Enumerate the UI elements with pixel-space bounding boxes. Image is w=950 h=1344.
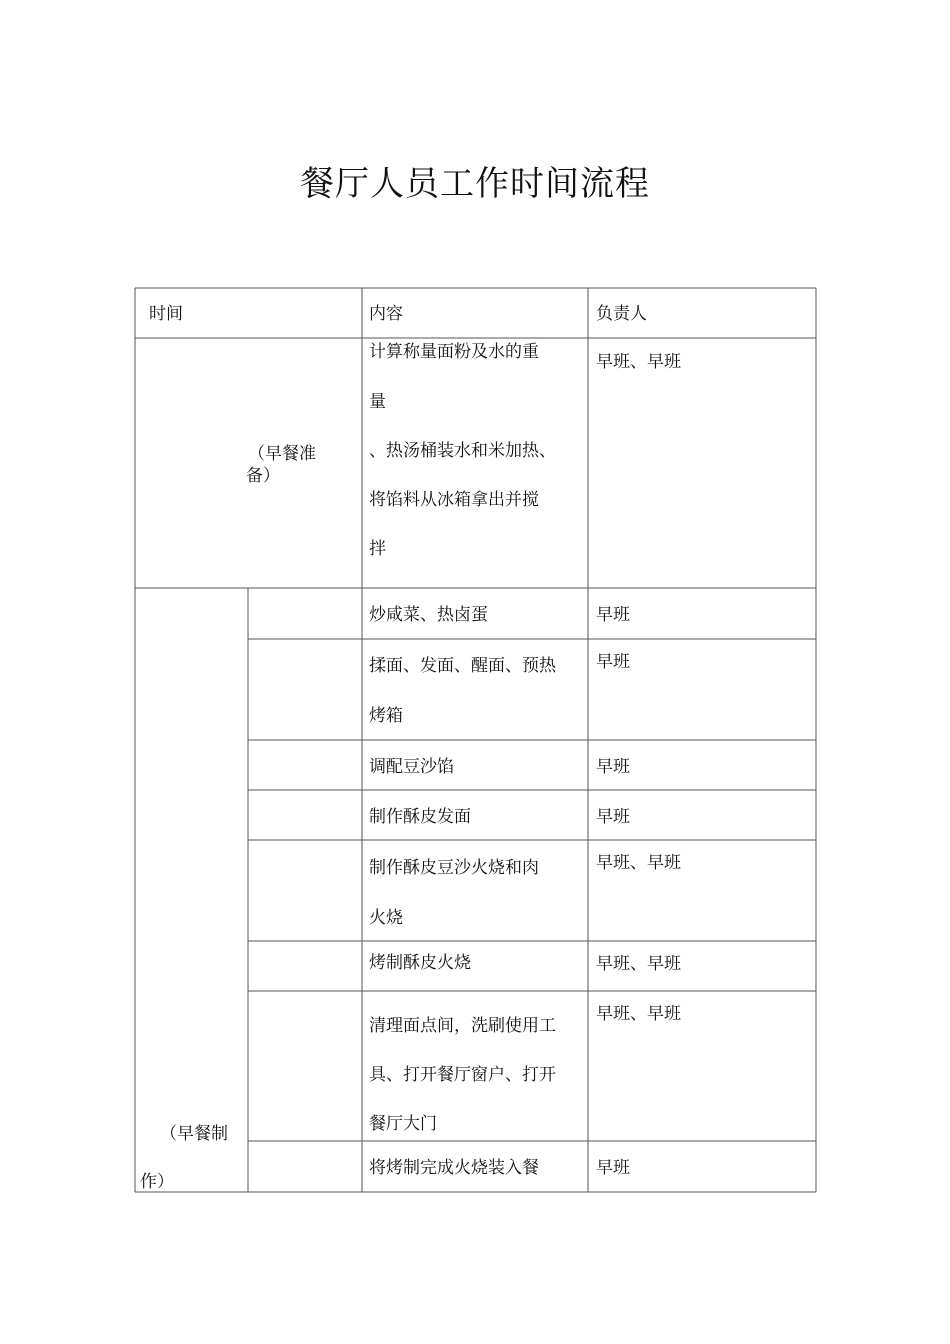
table-row-content: 烤制酥皮火烧: [369, 953, 471, 973]
section1-content-line: 将馅料从冰箱拿出并搅: [369, 490, 539, 510]
page-title: 餐厅人员工作时间流程: [300, 164, 650, 204]
table-row-content: 餐厅大门: [369, 1114, 437, 1134]
header-person: 负责人: [596, 304, 647, 324]
table-row-content: 炒咸菜、热卤蛋: [369, 605, 488, 625]
table-row-person: 早班、早班: [596, 853, 681, 873]
section1-content-line: 量: [369, 392, 386, 412]
table-row-person: 早班: [596, 652, 630, 672]
section1-content-line: 拌: [369, 539, 386, 559]
table-row-content: 制作酥皮豆沙火烧和肉: [369, 858, 539, 878]
section1-content-line: 计算称量面粉及水的重: [369, 342, 539, 362]
table-row-person: 早班: [596, 807, 630, 827]
section2-label-line2: 作）: [140, 1172, 174, 1192]
section1-label-line2: 备）: [246, 466, 280, 486]
section1-content-line: 、热汤桶装水和米加热、: [369, 441, 556, 461]
table-row-content: 烤箱: [369, 706, 403, 726]
table-row-content: 制作酥皮发面: [369, 807, 471, 827]
header-content: 内容: [369, 304, 403, 324]
table-row-person: 早班、早班: [596, 954, 681, 974]
table-row-content: 揉面、发面、醒面、预热: [369, 656, 556, 676]
section1-label-line1: （早餐准: [248, 444, 316, 464]
section2-label-line1: （早餐制: [160, 1124, 228, 1144]
table-row-person: 早班: [596, 757, 630, 777]
table-row-content: 具、打开餐厅窗户、打开: [369, 1065, 556, 1085]
table-row-person: 早班: [596, 1158, 630, 1178]
table-row-content: 调配豆沙馅: [369, 757, 454, 777]
section1-person: 早班、早班: [596, 352, 681, 372]
table-row-content: 将烤制完成火烧装入餐: [369, 1158, 539, 1178]
header-time: 时间: [149, 304, 183, 324]
table-row-content: 火烧: [369, 908, 403, 928]
table-row-person: 早班、早班: [596, 1004, 681, 1024]
table-row-person: 早班: [596, 605, 630, 625]
table-row-content: 清理面点间，洗刷使用工: [369, 1016, 556, 1036]
